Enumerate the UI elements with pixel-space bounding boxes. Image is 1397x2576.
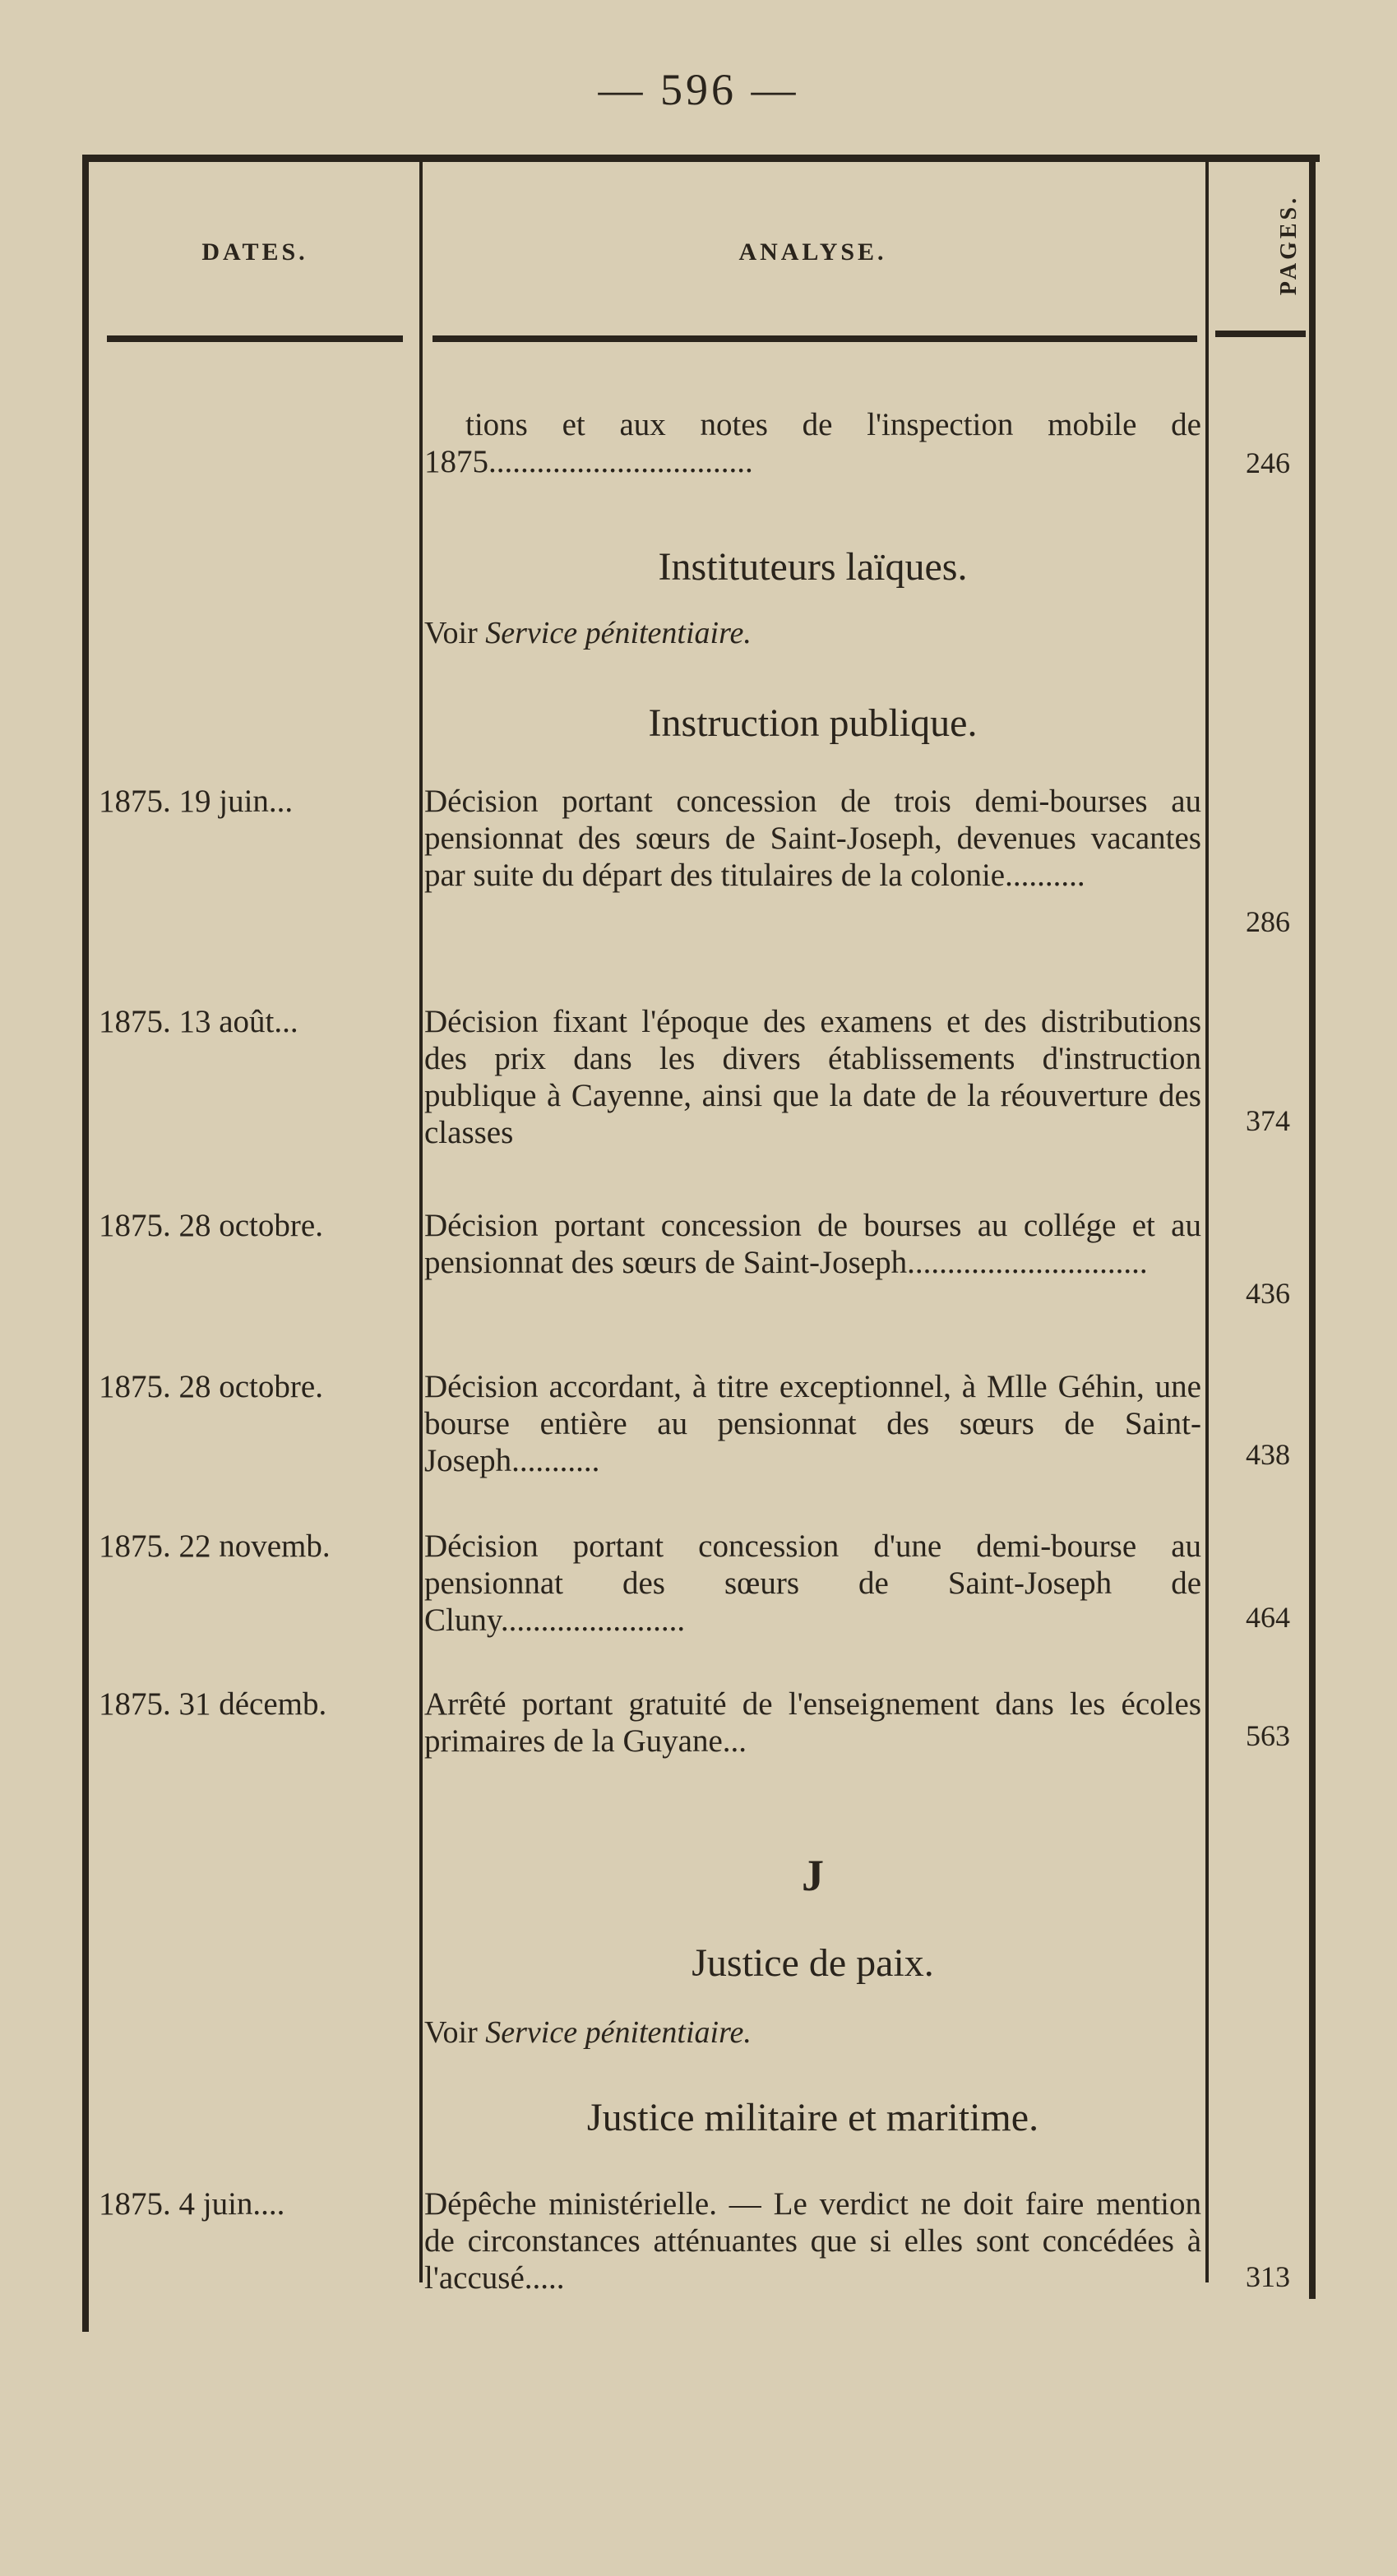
entry-text: Décision accordant, à titre exceptionnel, à Mlle Géhin, une bourse entière au pensionnat des sœurs de Saint-Joseph........... xyxy=(424,1369,1201,1478)
entry-page: 286 xyxy=(1246,905,1290,938)
entry-text: Arrêté portant gratuité de l'enseignement dans les écoles primaires de la Guyane... xyxy=(424,1686,1201,1759)
see-also-justice-paix: Voir Service pénitentiaire. xyxy=(424,2015,752,2050)
entry-page: 438 xyxy=(1246,1438,1290,1471)
column-divider-pages xyxy=(1205,161,1209,2282)
entry-text: Décision portant concession de trois demi-bourses au pensionnat des sœurs de Saint-Joseph, devenues vacantes par suite du départ des titulaires de la colonie.......... xyxy=(424,784,1201,893)
table-left-border xyxy=(82,161,89,2332)
entry-date: 1875. 28 octobre. xyxy=(99,1369,323,1404)
entry-text: Décision portant concession d'une demi-bourse au pensionnat des sœurs de Saint-Joseph de Cluny....................... xyxy=(424,1528,1201,1638)
entry-date: 1875. 13 août... xyxy=(99,1004,298,1039)
section-title-instituteurs: Instituteurs laïques. xyxy=(658,545,968,589)
header-rule-analyse xyxy=(433,335,1197,342)
column-divider-dates xyxy=(419,161,423,2282)
entry-page: 313 xyxy=(1246,2260,1290,2293)
see-also-instituteurs: Voir Service pénitentiaire. xyxy=(424,616,752,650)
entry-date: 1875. 31 décemb. xyxy=(99,1686,327,1722)
section-title-justice-paix: Justice de paix. xyxy=(692,1941,934,1985)
table-right-border xyxy=(1309,161,1316,2299)
entry-page: 436 xyxy=(1246,1277,1290,1310)
header-dates: DATES. xyxy=(201,238,308,266)
section-title-justice-militaire: Justice militaire et maritime. xyxy=(586,2096,1039,2139)
header-analyse: ANALYSE. xyxy=(738,238,887,266)
page-number: — 596 — xyxy=(598,65,799,114)
entry-page: 563 xyxy=(1246,1719,1290,1752)
section-title-instruction: Instruction publique. xyxy=(648,701,978,745)
entry-date: 1875. 4 juin.... xyxy=(99,2186,285,2222)
continued-entry-text: tions et aux notes de l'inspection mobile de 1875................................. xyxy=(424,407,1201,479)
entry-text: Décision fixant l'époque des examens et des distributions des prix dans les divers établissements d'instruction publique à Cayenne, ainsi que la date de la réouverture des classes xyxy=(424,1004,1201,1150)
header-rule-dates xyxy=(107,335,403,342)
entry-page: 374 xyxy=(1246,1104,1290,1137)
entry-date: 1875. 19 juin... xyxy=(99,784,294,819)
continued-entry-page: 246 xyxy=(1246,446,1290,479)
entry-date: 1875. 22 novemb. xyxy=(99,1528,331,1564)
entry-text: Décision portant concession de bourses au collége et au pensionnat des sœurs de Saint-Joseph.............................. xyxy=(424,1208,1201,1280)
entry-date: 1875. 28 octobre. xyxy=(99,1208,323,1243)
entry-text: Dépêche ministérielle. — Le verdict ne doit faire mention de circonstances atténuantes que si elles sont concédées à l'accusé..... xyxy=(424,2186,1201,2296)
header-rule-pages xyxy=(1215,331,1306,337)
header-pages: PAGES. xyxy=(1276,194,1302,296)
section-letter: J xyxy=(802,1851,824,1900)
table-top-border xyxy=(82,155,1320,162)
entry-page: 464 xyxy=(1246,1601,1290,1634)
